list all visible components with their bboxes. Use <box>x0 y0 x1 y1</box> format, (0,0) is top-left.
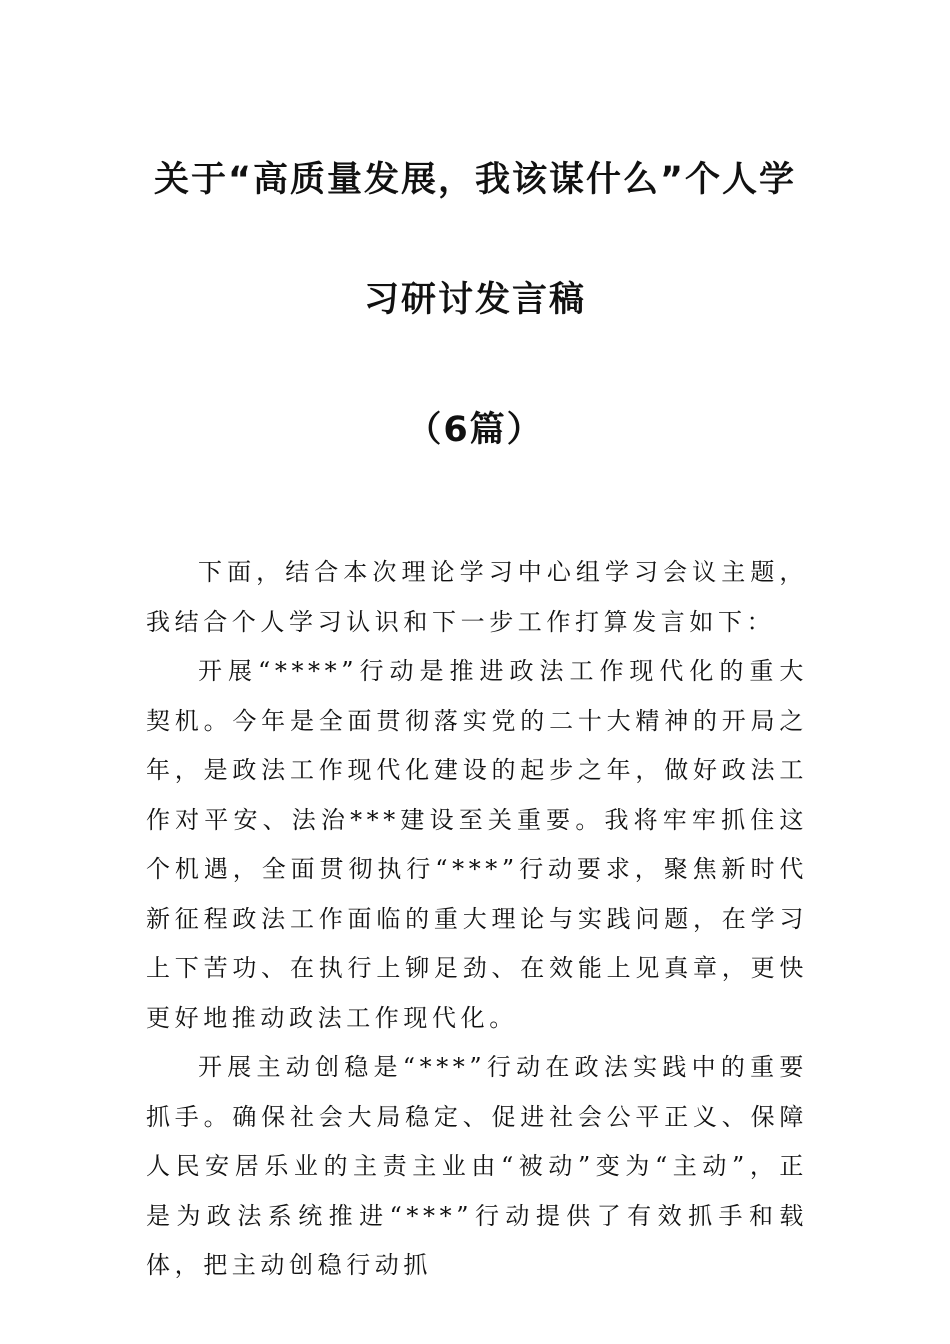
paragraph-3: 开展主动创稳是“***”行动在政法实践中的重要抓手。确保社会大局稳定、促进社会公平正义、保障人民安居乐业的主责主业由“被动”变为“主动”，正是为政法系统推进“***”行动提供了有效抓手和载体，把主动创稳行动抓 <box>146 1053 808 1279</box>
document-title-line-1: 关于“高质量发展，我该谋什么”个人学 <box>153 160 796 200</box>
document-title-line-2: 习研讨发言稿 <box>363 280 586 320</box>
paragraph-2: 开展“****”行动是推进政法工作现代化的重大契机。今年是全面贯彻落实党的二十大精神的开局之年，是政法工作现代化建设的起步之年，做好政法工作对平安、法治***建设至关重要。我将牢牢抓住这个机遇，全面贯彻执行“***”行动要求，聚焦新时代新征程政法工作面临的重大理论与实践问题，在学习上下苦功、在执行上铆足劲、在效能上见真章，更快更好地推动政法工作现代化。 <box>146 657 808 1032</box>
document-body <box>146 548 808 1291</box>
document-subtitle: （6篇） <box>406 410 544 450</box>
paragraph-1: 下面，结合本次理论学习中心组学习会议主题，我结合个人学习认识和下一步工作打算发言如下： <box>146 558 808 636</box>
